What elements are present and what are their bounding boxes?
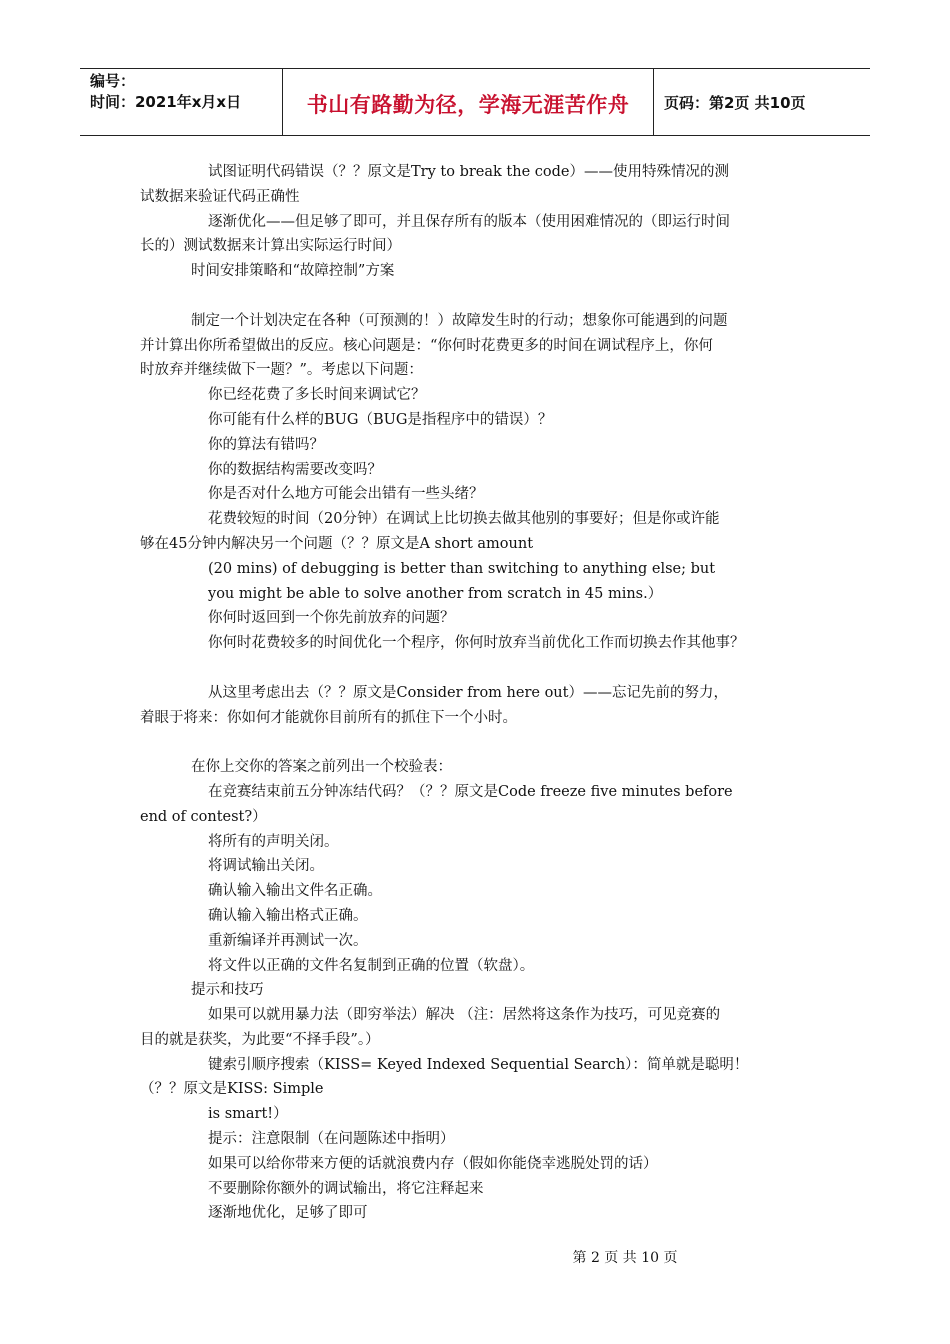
page-footer: 第 2 页 共 10 页 xyxy=(572,1250,678,1266)
header-middle-cell xyxy=(283,69,654,135)
text-line: 在竞赛结束前五分钟冻结代码？（？？原文是Code freeze five minutes before xyxy=(208,783,733,800)
text-line: is smart!） xyxy=(208,1106,288,1123)
document-number-label: 编号： xyxy=(90,72,136,90)
document-body xyxy=(140,160,830,1226)
text-line: 你可能有什么样的BUG（BUG是指程序中的错误）？ xyxy=(208,411,553,428)
blank-line xyxy=(140,730,830,755)
text-line: 花费较短的时间（20分钟）在调试上比切换去做其他别的事要好；但是你或许能 xyxy=(208,511,720,528)
text-line: 你何时返回到一个你先前放弃的问题？ xyxy=(208,610,455,627)
header-right-cell xyxy=(654,69,870,135)
text-line: end of contest?） xyxy=(140,808,267,825)
text-line: 不要删除你额外的调试输出，将它注释起来 xyxy=(208,1180,484,1197)
text-line: 试图证明代码错误（？？原文是Try to break the code）——使用特殊情况的测 xyxy=(208,164,729,180)
text-line: 逐渐地优化，足够了即可 xyxy=(208,1205,368,1222)
text-line: 制定一个计划决定在各种（可预测的！）故障发生时的行动；想象你可能遇到的问题 xyxy=(191,312,728,329)
header-motto: 书山有路勤为径，学海无涯苦作舟 xyxy=(306,93,630,117)
document-time-label: 时间：2021年x月x日 xyxy=(90,93,242,111)
text-line: 你何时花费较多的时间优化一个程序，你何时放弃当前优化工作而切换去作其他事？ xyxy=(208,635,745,652)
text-line: 你的数据结构需要改变吗？ xyxy=(208,461,382,478)
text-line: 并计算出你所希望做出的反应。核心问题是：“你何时花费更多的时间在调试程序上，你何 xyxy=(140,337,713,354)
text-line: 时间安排策略和“故障控制”方案 xyxy=(191,263,395,280)
blank-line xyxy=(140,284,830,309)
text-line: 目的就是获奖，为此要“不择手段”。） xyxy=(140,1031,380,1048)
text-line: 如果可以就用暴力法（即穷举法）解决 （注：居然将这条作为技巧，可见竞赛的 xyxy=(208,1007,721,1024)
text-line: 你已经花费了多长时间来调试它？ xyxy=(208,387,426,404)
text-line: 长的）测试数据来计算出实际运行时间） xyxy=(140,238,401,255)
text-line: 重新编译并再测试一次。 xyxy=(208,932,368,949)
text-line: 从这里考虑出去（？？原文是Consider from here out）——忘记先前的努力， xyxy=(208,684,728,701)
text-line: 将文件以正确的文件名复制到正确的位置（软盘）。 xyxy=(208,957,535,974)
header-table xyxy=(80,68,870,136)
text-line: 时放弃并继续做下一题？”。考虑以下问题： xyxy=(140,362,423,379)
text-line: (20 mins) of debugging is better than switching to anything else; but xyxy=(208,560,716,577)
text-line: 提示：注意限制（在问题陈述中指明） xyxy=(208,1131,455,1148)
header-left-cell xyxy=(80,69,283,135)
text-line: 着眼于将来：你如何才能就你目前所有的抓住下一个小时。 xyxy=(140,709,517,726)
text-line: 将调试输出关闭。 xyxy=(208,858,324,875)
text-line: 逐渐优化——但足够了即可，并且保存所有的版本（使用困难情况的（即运行时间 xyxy=(208,213,730,230)
text-line: 你是否对什么地方可能会出错有一些头绪？ xyxy=(208,486,484,503)
text-line: 将所有的声明关闭。 xyxy=(208,833,339,850)
text-line: 够在45分钟内解决另一个问题（？？原文是A short amount xyxy=(140,535,534,552)
text-line: 试数据来验证代码正确性 xyxy=(140,188,300,205)
text-line: （？？原文是KISS: Simple xyxy=(140,1081,324,1098)
text-line: 确认输入输出格式正确。 xyxy=(208,907,368,924)
text-line: 提示和技巧 xyxy=(191,982,264,999)
text-line: 键索引顺序搜索（KISS= Keyed Indexed Sequential Search）：简单就是聪明！ xyxy=(208,1056,749,1073)
text-line: you might be able to solve another from scratch in 45 mins.） xyxy=(208,585,663,602)
blank-line xyxy=(140,656,830,681)
text-line: 确认输入输出文件名正确。 xyxy=(208,883,382,900)
text-line: 在你上交你的答案之前列出一个校验表： xyxy=(191,759,452,776)
text-line: 如果可以给你带来方便的话就浪费内存（假如你能侥幸逃脱处罚的话） xyxy=(208,1155,658,1172)
text-line: 你的算法有错吗？ xyxy=(208,436,324,453)
header-page-label: 页码：第2页 共10页 xyxy=(664,94,806,112)
